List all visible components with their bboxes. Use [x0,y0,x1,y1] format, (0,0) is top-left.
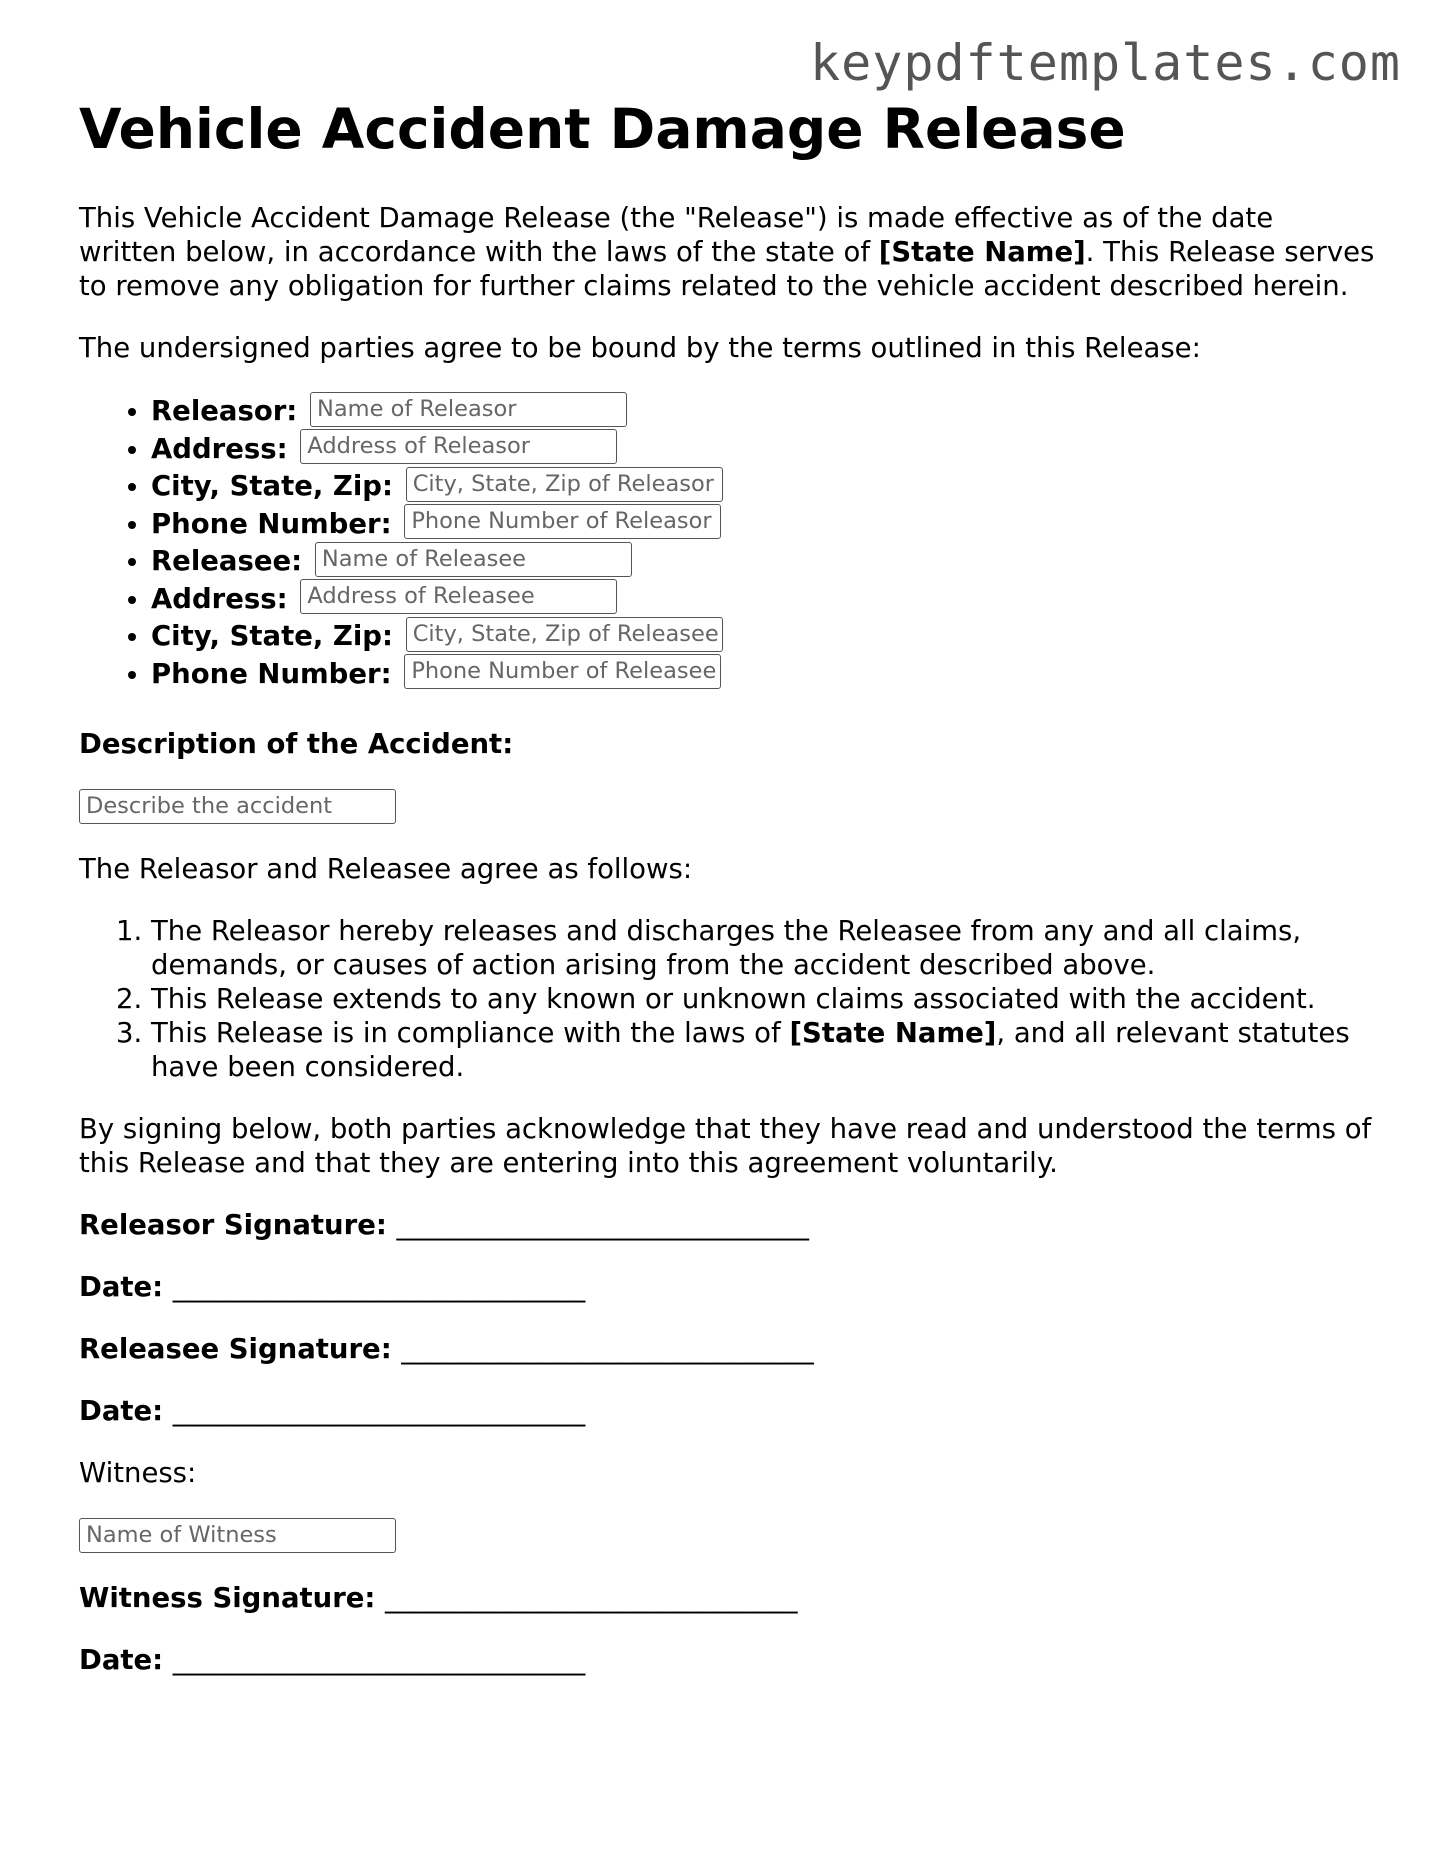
list-item [151,431,1379,469]
state-name-placeholder: [State Name] [878,236,1086,269]
releasor-address-field[interactable]: Address of Releasor [300,429,617,464]
document-page [79,98,1379,1705]
list-item [151,393,1379,431]
releasor-city-field[interactable]: City, State, Zip of Releasor [406,467,723,502]
accident-description-field[interactable]: Describe the accident [79,789,396,824]
releasee-signature-label: Releasee Signature: [79,1333,392,1366]
releasee-name-label: Releasee: [151,545,303,578]
term-3-text-2: , and all relevant statutes have been considered. [151,1017,1350,1084]
list-item [151,618,1379,656]
parties-intro: The undersigned parties agree to be bound by the terms outlined in this Release: [79,332,1201,365]
releasor-date-row [79,1270,1379,1304]
releasee-date-row [79,1394,1379,1428]
agree-intro: The Releasor and Releasee agree as follows: [79,853,693,886]
releasor-address-label: Address: [151,432,288,465]
state-name-placeholder-2: [State Name] [789,1017,997,1050]
releasee-date-line[interactable]: ______________________________ [172,1395,586,1428]
releasee-city-field[interactable]: City, State, Zip of Releasee [406,617,723,652]
releasee-address-field[interactable]: Address of Releasee [300,579,617,614]
witness-label: Witness: [79,1457,197,1490]
list-item [151,506,1379,544]
list-item [151,543,1379,581]
releasor-signature-label: Releasor Signature: [79,1209,387,1242]
witness-signature-line[interactable]: ______________________________ [385,1582,798,1615]
term-item-3 [151,1016,1379,1084]
terms-list [79,914,1379,1084]
releasor-name-label: Releasor: [151,395,298,428]
releasee-signature-line[interactable]: ______________________________ [401,1333,814,1366]
witness-signature-label: Witness Signature: [79,1582,376,1615]
document-title: Vehicle Accident Damage Release [79,97,1126,161]
list-item [151,656,1379,694]
releasee-city-label: City, State, Zip: [151,620,393,653]
releasor-signature-line[interactable]: ______________________________ [396,1209,809,1242]
witness-name-field[interactable]: Name of Witness [79,1518,396,1553]
releasee-date-label: Date: [79,1395,164,1428]
witness-date-label: Date: [79,1644,164,1677]
releasee-phone-field[interactable]: Phone Number of Releasee [404,654,721,689]
releasee-phone-label: Phone Number: [151,657,392,690]
releasor-name-field[interactable]: Name of Releasor [310,392,627,427]
releasor-phone-field[interactable]: Phone Number of Releasor [404,504,721,539]
witness-signature-row [79,1581,1379,1615]
parties-list [79,393,1379,693]
term-item-1: 1. The Releasor hereby releases and discharges the Releasee from any and all claims, demands, or causes of action arising from the accident described above. [151,914,1379,982]
releasor-date-line[interactable]: ______________________________ [172,1271,586,1304]
intro-paragraph [79,201,1379,303]
releasor-city-label: City, State, Zip: [151,470,393,503]
acknowledgement-paragraph: By signing below, both parties acknowledge that they have read and understood the terms of this Release and that they are entering into this agreement voluntarily. [79,1113,1372,1180]
witness-date-row [79,1643,1379,1677]
list-item [151,581,1379,619]
list-item [151,468,1379,506]
intro-text-1: This Vehicle Accident Damage Release (the "Release") is made effective as of the date written below, in accordance with the laws of the state of [79,202,1274,269]
releasor-date-label: Date: [79,1271,164,1304]
site-watermark: keypdftemplates.com [810,34,1401,92]
term-3-text-1: This Release is in compliance with the laws of [151,1017,790,1050]
releasee-signature-row [79,1332,1379,1366]
releasor-signature-row [79,1208,1379,1242]
releasor-phone-label: Phone Number: [151,507,392,540]
term-item-2: 2. This Release extends to any known or unknown claims associated with the accident. [151,982,1379,1016]
accident-description-label: Description of the Accident: [79,728,514,761]
intro-text-2: . This Release serves to remove any obligation for further claims related to the vehicle accident described herein. [79,236,1375,303]
releasee-address-label: Address: [151,582,288,615]
witness-date-line[interactable]: ______________________________ [172,1644,586,1677]
releasee-name-field[interactable]: Name of Releasee [315,542,632,577]
